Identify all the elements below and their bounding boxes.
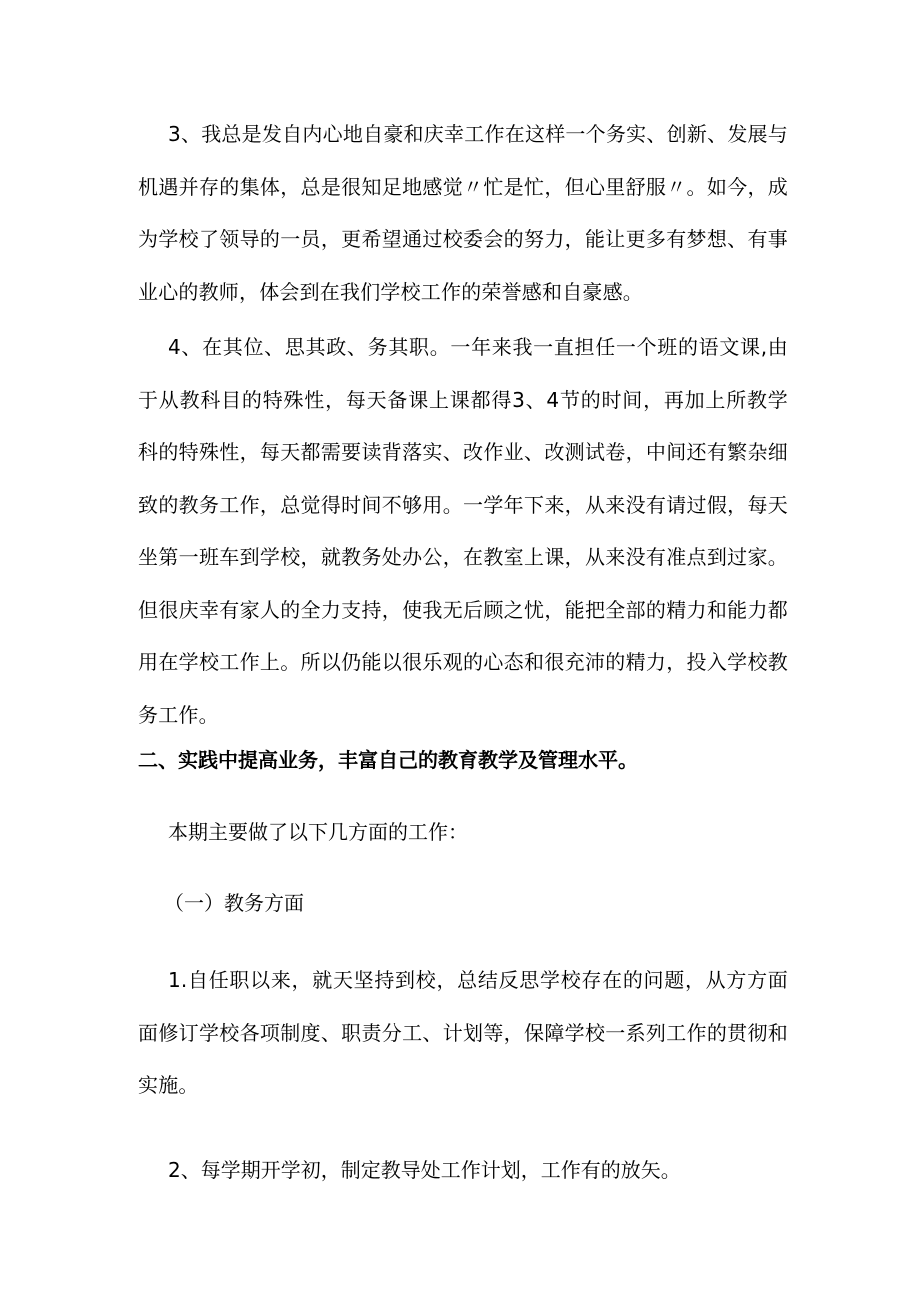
item-1: 1.自任职以来，就天坚持到校，总结反思学校存在的问题，从方方面面修订学校各项制度、职责分工、计划等，保障学校一系列工作的贯彻和实施。 [138,968,788,1097]
item-2: 2、每学期开学初，制定教导处工作计划，工作有的放矢。 [168,1158,681,1182]
paragraph-4: 4、在其位、思其政、务其职。一年来我一直担任一个班的语文课,由于从教科目的特殊性，每天备课上课都得3、4节的时间，再加上所教学科的特殊性，每天都需要读背落实、改作业、改测试卷，中间还有繁杂细致的教务工作，总觉得时间不够用。一学年下来，从来没有请过假，每天坐第一班车到学校，就教务处办公，在教室上课，从来没有准点到过家。但很庆幸有家人的全力支持，使我无后顾之忧，能把全部的精力和能力都用在学校工作上。所以仍能以很乐观的心态和很充沛的精力，投入学校教务工作。 [138,335,788,727]
subsection-heading-1: （一）教务方面 [164,891,304,915]
paragraph-3: 3、我总是发自内心地自豪和庆幸工作在这样一个务实、创新、发展与机遇并存的集体，总是很知足地感觉〃忙是忙，但心里舒服〃。如今，成为学校了领导的一员，更希望通过校委会的努力，能让更多有梦想、有事业心的教师，体会到在我们学校工作的荣誉感和自豪感。 [138,122,788,304]
intro-line: 本期主要做了以下几方面的工作： [168,820,468,844]
section-heading-2: 二、实践中提高业务，丰富自己的教育教学及管理水平。 [138,748,638,772]
